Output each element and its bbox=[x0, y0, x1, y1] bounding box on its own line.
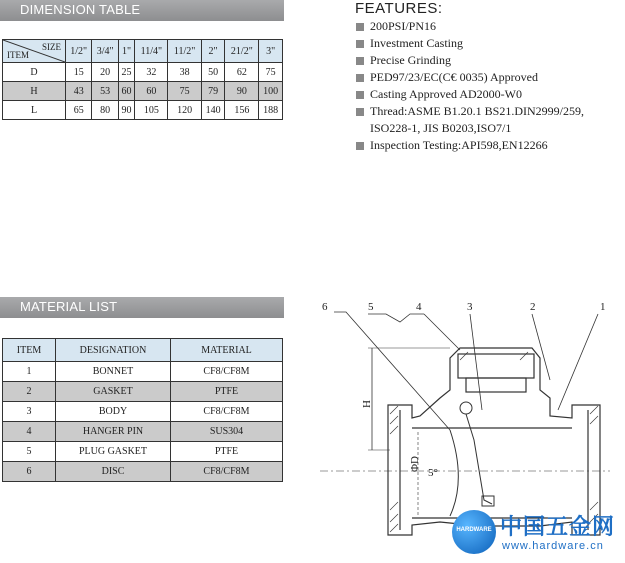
cell-material: PTFE bbox=[171, 442, 283, 462]
size-col: 11/4" bbox=[135, 40, 168, 63]
cell: 90 bbox=[225, 82, 259, 101]
row-item: D bbox=[3, 63, 66, 82]
table-row bbox=[3, 402, 283, 422]
cell: 62 bbox=[225, 63, 259, 82]
table-row bbox=[3, 101, 283, 120]
cell-item: 6 bbox=[3, 462, 56, 482]
dimension-table bbox=[2, 39, 283, 120]
cell-item: 3 bbox=[3, 402, 56, 422]
valve-body bbox=[388, 348, 600, 535]
table-row bbox=[3, 82, 283, 101]
callout-3: 3 bbox=[467, 301, 473, 313]
cell: 60 bbox=[118, 82, 134, 101]
material-list-banner bbox=[0, 297, 284, 318]
dimension-table-banner bbox=[0, 0, 284, 21]
cell-material: PTFE bbox=[171, 382, 283, 402]
bullet-square-icon bbox=[356, 142, 364, 150]
table-row bbox=[3, 362, 283, 382]
cell: 60 bbox=[135, 82, 168, 101]
cell-material: CF8/CF8M bbox=[171, 402, 283, 422]
cell: 100 bbox=[259, 82, 283, 101]
logo-url: www.hardware.cn bbox=[502, 540, 604, 552]
size-col: 1/2" bbox=[66, 40, 92, 63]
cell-item: 5 bbox=[3, 442, 56, 462]
cell: 120 bbox=[168, 101, 201, 120]
col-header-material: MATERIAL bbox=[171, 339, 283, 362]
dimension-header-row bbox=[3, 40, 283, 63]
col-header-item: ITEM bbox=[3, 339, 56, 362]
cell: 25 bbox=[118, 63, 134, 82]
feature-text: Thread:ASME B1.20.1 BS21.DIN2999/259, bbox=[370, 104, 584, 118]
cell-designation: HANGER PIN bbox=[56, 422, 171, 442]
cell-item: 2 bbox=[3, 382, 56, 402]
dim-h-label: H bbox=[361, 400, 373, 408]
cell-designation: BONNET bbox=[56, 362, 171, 382]
disc-assembly bbox=[450, 402, 494, 516]
bullet-square-icon bbox=[356, 57, 364, 65]
size-item-header bbox=[3, 40, 66, 63]
size-col: 2" bbox=[201, 40, 225, 63]
size-col: 1" bbox=[118, 40, 134, 63]
feature-text: PED97/23/EC(C€ 0035) Approved bbox=[370, 70, 538, 84]
table-row bbox=[3, 382, 283, 402]
cell: 32 bbox=[135, 63, 168, 82]
cell: 53 bbox=[92, 82, 118, 101]
cell-designation: BODY bbox=[56, 402, 171, 422]
size-label: SIZE bbox=[42, 42, 61, 52]
bullet-square-icon bbox=[356, 23, 364, 31]
feature-item bbox=[356, 86, 584, 103]
callout-5: 5 bbox=[368, 301, 374, 313]
cell: 75 bbox=[259, 63, 283, 82]
cell-designation: GASKET bbox=[56, 382, 171, 402]
hardware-cn-logo bbox=[452, 510, 622, 556]
feature-text: Casting Approved AD2000-W0 bbox=[370, 87, 522, 101]
dim-d-label: ΦD bbox=[409, 456, 421, 472]
material-table bbox=[2, 338, 283, 482]
cell: 43 bbox=[66, 82, 92, 101]
feature-item bbox=[356, 52, 584, 69]
bullet-square-icon bbox=[356, 108, 364, 116]
cell: 38 bbox=[168, 63, 201, 82]
feature-text: Investment Casting bbox=[370, 36, 463, 50]
cell-item: 1 bbox=[3, 362, 56, 382]
size-col: 21/2" bbox=[225, 40, 259, 63]
cell-designation: DISC bbox=[56, 462, 171, 482]
cell: 20 bbox=[92, 63, 118, 82]
bullet-square-icon bbox=[356, 91, 364, 99]
feature-item-continued bbox=[356, 120, 584, 137]
callout-4: 4 bbox=[416, 301, 422, 313]
table-row bbox=[3, 442, 283, 462]
material-list-title: MATERIAL LIST bbox=[20, 299, 118, 314]
feature-item bbox=[356, 137, 584, 154]
callout-1: 1 bbox=[600, 301, 606, 313]
globe-icon: HARDWARE bbox=[452, 510, 496, 554]
features-list bbox=[356, 18, 584, 154]
cell-material: SUS304 bbox=[171, 422, 283, 442]
cell: 188 bbox=[259, 101, 283, 120]
cell: 80 bbox=[92, 101, 118, 120]
table-row bbox=[3, 63, 283, 82]
features-title: FEATURES: bbox=[355, 0, 443, 17]
feature-text: Inspection Testing:API598,EN12266 bbox=[370, 138, 548, 152]
material-header-row bbox=[3, 339, 283, 362]
row-item: H bbox=[3, 82, 66, 101]
logo-cn-text: 中国五金网 bbox=[500, 515, 616, 540]
cell-material: CF8/CF8M bbox=[171, 462, 283, 482]
cell: 156 bbox=[225, 101, 259, 120]
cell-designation: PLUG GASKET bbox=[56, 442, 171, 462]
feature-text: ISO228-1, JIS B0203,ISO7/1 bbox=[370, 121, 512, 135]
feature-item bbox=[356, 35, 584, 52]
size-col: 3/4" bbox=[92, 40, 118, 63]
size-col: 11/2" bbox=[168, 40, 201, 63]
cell: 140 bbox=[201, 101, 225, 120]
cell: 79 bbox=[201, 82, 225, 101]
table-row bbox=[3, 422, 283, 442]
bullet-square-icon bbox=[356, 74, 364, 82]
cell: 50 bbox=[201, 63, 225, 82]
row-item: L bbox=[3, 101, 66, 120]
callout-6: 6 bbox=[322, 301, 328, 313]
angle-label: 5° bbox=[428, 467, 438, 479]
feature-item bbox=[356, 69, 584, 86]
cell-material: CF8/CF8M bbox=[171, 362, 283, 382]
feature-item bbox=[356, 103, 584, 120]
callout-2: 2 bbox=[530, 301, 536, 313]
cell-item: 4 bbox=[3, 422, 56, 442]
col-header-designation: DESIGNATION bbox=[56, 339, 171, 362]
feature-text: 200PSI/PN16 bbox=[370, 19, 437, 33]
item-label: ITEM bbox=[7, 50, 29, 60]
size-col: 3" bbox=[259, 40, 283, 63]
cell: 75 bbox=[168, 82, 201, 101]
table-row bbox=[3, 462, 283, 482]
leader-lines bbox=[334, 312, 598, 430]
cell: 90 bbox=[118, 101, 134, 120]
bullet-square-icon bbox=[356, 40, 364, 48]
cell: 15 bbox=[66, 63, 92, 82]
dimension-table-title: DIMENSION TABLE bbox=[20, 2, 141, 17]
feature-text: Precise Grinding bbox=[370, 53, 451, 67]
cell: 105 bbox=[135, 101, 168, 120]
cell: 65 bbox=[66, 101, 92, 120]
feature-item bbox=[356, 18, 584, 35]
